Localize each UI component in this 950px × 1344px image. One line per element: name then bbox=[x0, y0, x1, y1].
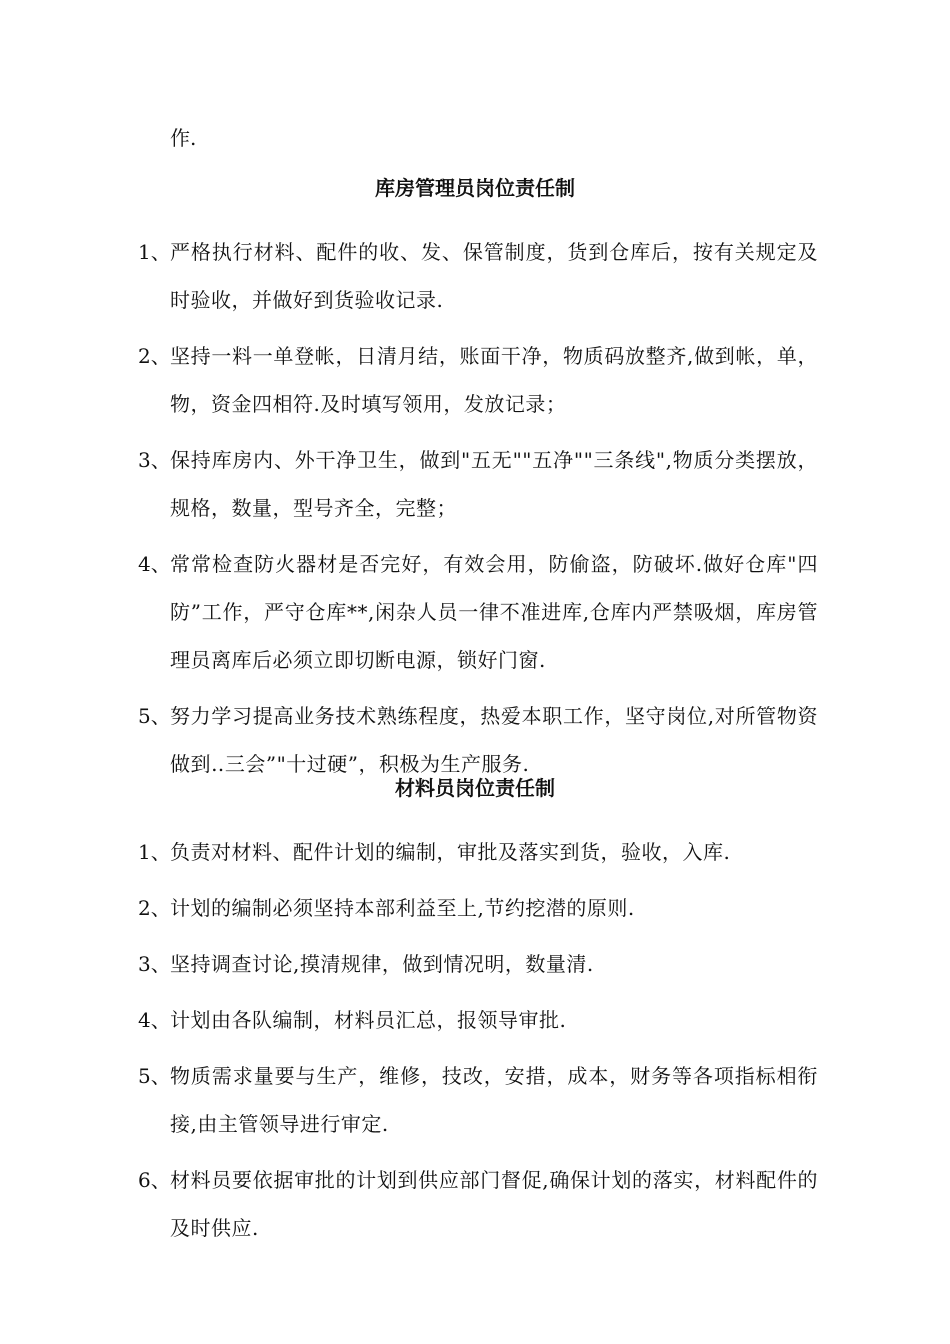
item-text: 物质需求量要与生产，维修，技改，安措，成本，财务等各项指标相衔接,由主管领导进行审定. bbox=[170, 1064, 818, 1136]
item-text: 坚持一料一单登帐，日清月结，账面干净，物质码放整齐,做到帐，单，物，资金四相符.及时填写领用，发放记录； bbox=[170, 344, 818, 416]
item-number: 4、 bbox=[138, 552, 171, 576]
section-material-clerk bbox=[0, 774, 950, 1252]
item-text: 负责对材料、配件计划的编制，审批及落实到货，验收，入库. bbox=[170, 840, 731, 864]
list-item bbox=[0, 1052, 950, 1148]
item-text: 计划由各队编制，材料员汇总，报领导审批. bbox=[170, 1008, 567, 1032]
section-warehouse-keeper bbox=[0, 174, 950, 788]
item-text: 努力学习提高业务技术熟练程度，热爱本职工作，坚守岗位,对所管物资做到‥三会”"十过硬”，积极为生产服务. bbox=[170, 704, 818, 776]
item-text: 计划的编制必须坚持本部利益至上,节约挖潜的原则. bbox=[170, 896, 635, 920]
list-item bbox=[0, 228, 950, 324]
continued-text: 作. bbox=[170, 126, 197, 150]
item-number: 2、 bbox=[138, 344, 171, 368]
section-title: 库房管理员岗位责任制 bbox=[375, 176, 575, 200]
item-number: 1、 bbox=[138, 840, 171, 864]
item-number: 5、 bbox=[138, 1064, 171, 1088]
list-item bbox=[0, 884, 950, 932]
list-item bbox=[0, 940, 950, 988]
list-item bbox=[0, 996, 950, 1044]
list-item bbox=[0, 332, 950, 428]
list-item bbox=[0, 540, 950, 684]
item-number: 3、 bbox=[138, 952, 171, 976]
item-text: 材料员要依据审批的计划到供应部门督促,确保计划的落实，材料配件的及时供应. bbox=[170, 1168, 818, 1240]
item-number: 1、 bbox=[138, 240, 171, 264]
item-number: 3、 bbox=[138, 448, 171, 472]
item-number: 5、 bbox=[138, 704, 171, 728]
item-number: 6、 bbox=[138, 1168, 171, 1192]
item-number: 2、 bbox=[138, 896, 171, 920]
list-item bbox=[0, 828, 950, 876]
item-text: 严格执行材料、配件的收、发、保管制度，货到仓库后，按有关规定及时验收，并做好到货验收记录. bbox=[170, 240, 818, 312]
item-text: 保持库房内、外干净卫生，做到"五无""五净""三条线",物质分类摆放，规格，数量，型号齐全，完整； bbox=[170, 448, 818, 520]
item-number: 4、 bbox=[138, 1008, 171, 1032]
item-text: 坚持调查讨论,摸清规律，做到情况明，数量清. bbox=[170, 952, 594, 976]
item-text: 常常检查防火器材是否完好，有效会用，防偷盗，防破坏.做好仓库"四防”工作，严守仓库**,闲杂人员一律不准进库,仓库内严禁吸烟，库房管理员离库后必须立即切断电源，锁好门窗. bbox=[170, 552, 818, 672]
list-item bbox=[0, 1156, 950, 1252]
section-title: 材料员岗位责任制 bbox=[395, 776, 555, 800]
list-item bbox=[0, 436, 950, 532]
